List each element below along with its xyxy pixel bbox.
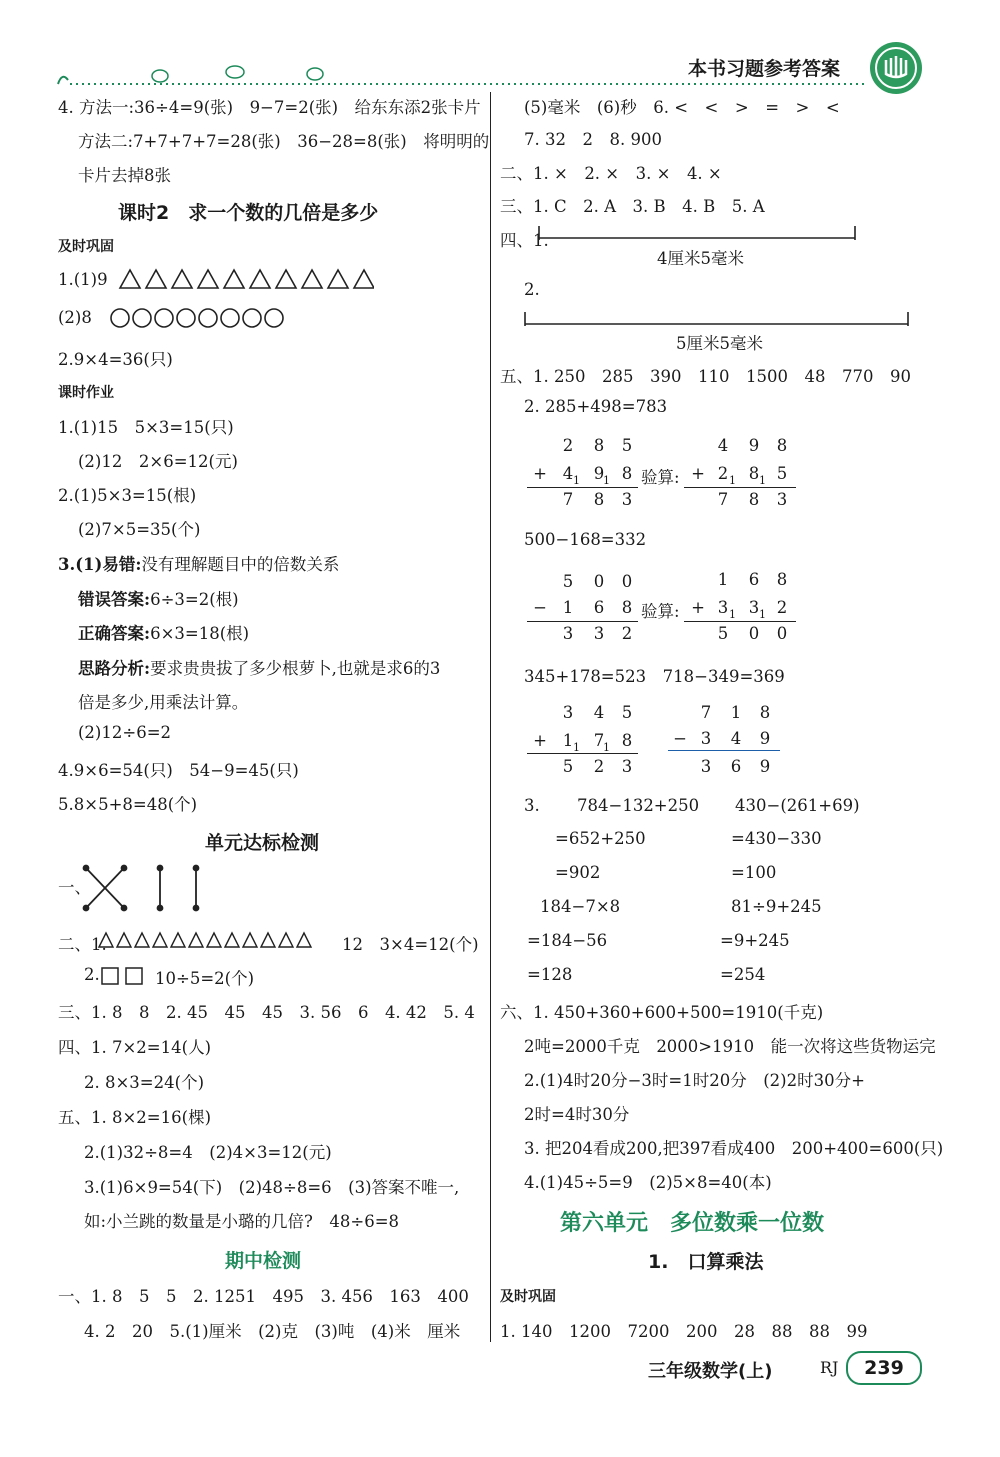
digit: 8 xyxy=(748,464,760,483)
carry-digit: 1 xyxy=(759,608,766,621)
digit: 5 xyxy=(776,464,788,483)
digit: 3 xyxy=(748,598,760,617)
text-line: =100 xyxy=(731,863,777,882)
text-line: (2)8 xyxy=(58,308,92,327)
text-line: =254 xyxy=(720,965,766,984)
digit: 8 xyxy=(776,436,788,455)
text-line: 2. xyxy=(84,965,100,984)
text-line: 1.(1)9 xyxy=(58,270,108,289)
footer-title: 三年级数学(上) xyxy=(648,1361,773,1382)
text-line: 4. 2 20 5.(1)厘米 (2)克 (3)吨 (4)米 厘米 xyxy=(84,1322,461,1341)
digit: 2 xyxy=(593,757,605,776)
check-label: 验算: xyxy=(641,468,680,487)
operator: − xyxy=(673,729,687,748)
digit: 6 xyxy=(730,757,742,776)
label-text: 要求贵贵拔了多少根萝卜,也就是求6的3 xyxy=(150,659,441,678)
text-line: 1.(1)15 5×3=15(只) xyxy=(58,418,234,437)
text-line xyxy=(78,655,440,679)
operator: + xyxy=(533,731,547,750)
digit: 2 xyxy=(717,464,729,483)
label-text: 6÷3=2(根) xyxy=(150,590,239,609)
section-heading: 期中检测 xyxy=(225,1250,302,1272)
sum-line xyxy=(684,487,796,488)
digit: 3 xyxy=(717,598,729,617)
footer-code: RJ xyxy=(820,1358,839,1377)
text-line: =128 xyxy=(527,965,573,984)
text-line: 4.9×6=54(只) 54−9=45(只) xyxy=(58,761,299,780)
line-segment-1 xyxy=(538,224,858,244)
digit: 3 xyxy=(562,703,574,722)
digit: 9 xyxy=(759,729,771,748)
digit: 8 xyxy=(748,490,760,509)
triangle-row xyxy=(118,266,374,292)
text-line: 500−168=332 xyxy=(524,530,647,549)
carry-digit: 1 xyxy=(573,474,580,487)
digit: 3 xyxy=(776,490,788,509)
section-heading: 单元达标检测 xyxy=(205,832,320,854)
digit: 9 xyxy=(593,464,605,483)
unit-heading: 第六单元 多位数乘一位数 xyxy=(560,1211,825,1236)
digit: 2 xyxy=(776,598,788,617)
segment-label: 4厘米5毫米 xyxy=(657,249,744,268)
small-triangle-row xyxy=(98,929,330,951)
text-line: 四、1. 7×2=14(人) xyxy=(58,1038,212,1057)
text-line: 四、1. xyxy=(500,231,549,250)
book-logo-icon xyxy=(868,40,924,96)
text-line: (2)12÷6=2 xyxy=(78,723,172,742)
check-label: 验算: xyxy=(641,602,680,621)
text-line: =430−330 xyxy=(731,829,822,848)
digit: 9 xyxy=(748,436,760,455)
digit: 3 xyxy=(593,624,605,643)
digit: 4 xyxy=(593,703,605,722)
text-line: 4.(1)45÷5=9 (2)5×8=40(本) xyxy=(524,1173,772,1192)
text-line: 5.8×5+8=48(个) xyxy=(58,795,198,814)
text-line: 81÷9+245 xyxy=(731,897,822,916)
digit: 5 xyxy=(562,572,574,591)
operator: + xyxy=(691,464,705,483)
digit: 7 xyxy=(700,703,712,722)
digit: 8 xyxy=(621,598,633,617)
text-line: 784−132+250 xyxy=(577,796,700,815)
digit: 4 xyxy=(730,729,742,748)
text-line: 2吨=2000千克 2000>1910 能一次将这些货物运完 xyxy=(524,1037,936,1056)
text-line: 1. 140 1200 7200 200 28 88 88 99 xyxy=(500,1322,868,1341)
segment-label: 5厘米5毫米 xyxy=(676,334,763,353)
digit: 5 xyxy=(621,436,633,455)
text-line: 2.(1)4时20分−3时=1时20分 (2)2时30分+ xyxy=(524,1071,865,1090)
text-line: 12 3×4=12(个) xyxy=(342,935,479,954)
text-line: 卡片去掉8张 xyxy=(78,166,171,185)
digit: 0 xyxy=(621,572,633,591)
text-line: (2)12 2×6=12(元) xyxy=(78,452,238,471)
text-line: 如:小兰跳的数量是小璐的几倍? 48÷6=8 xyxy=(84,1212,400,1231)
square-row xyxy=(100,965,148,987)
lesson-heading: 1. 口算乘法 xyxy=(648,1251,764,1273)
text-line xyxy=(58,551,339,575)
text-line: 2.(1)32÷8=4 (2)4×3=12(元) xyxy=(84,1143,332,1162)
subsection-label: 及时巩固 xyxy=(500,1289,556,1305)
section-heading: 课时2 求一个数的几倍是多少 xyxy=(118,202,379,224)
text-line: 2. 285+498=783 xyxy=(524,397,668,416)
text-line: 六、1. 450+360+600+500=1910(千克) xyxy=(500,1003,824,1022)
digit: 3 xyxy=(700,729,712,748)
text-line: 2时=4时30分 xyxy=(524,1105,630,1124)
label-bold: 错误答案: xyxy=(78,590,151,609)
text-line: 一、1. 8 5 5 2. 1251 495 3. 456 163 400 xyxy=(58,1287,469,1306)
text-line: 方法二:7+7+7+7=28(张) 36−28=8(张) 将明明的 xyxy=(78,132,490,151)
digit: 7 xyxy=(562,490,574,509)
digit: 3 xyxy=(621,757,633,776)
text-line: 五、1. 8×2=16(棵) xyxy=(58,1108,212,1127)
text-line: 二、1. × 2. × 3. × 4. × xyxy=(500,164,722,183)
digit: 1 xyxy=(717,570,729,589)
digit: 6 xyxy=(748,570,760,589)
carry-digit: 1 xyxy=(729,608,736,621)
subsection-label: 课时作业 xyxy=(58,385,114,401)
text-line: 三、1. 8 8 2. 45 45 45 3. 56 6 4. 42 5. 4 xyxy=(58,1003,475,1022)
text-line xyxy=(78,586,239,610)
text-line: (2)7×5=35(个) xyxy=(78,520,201,539)
digit: 0 xyxy=(748,624,760,643)
text-line: 一、 xyxy=(58,878,91,897)
label-bold: 3.(1)易错: xyxy=(58,555,142,574)
subsection-label: 及时巩固 xyxy=(58,239,114,255)
label-text: 6×3=18(根) xyxy=(150,624,250,643)
digit: 0 xyxy=(776,624,788,643)
text-line xyxy=(78,620,249,644)
digit: 4 xyxy=(717,436,729,455)
text-line: 2. xyxy=(524,280,540,299)
text-line: 430−(261+69) xyxy=(735,796,860,815)
operator: + xyxy=(691,598,705,617)
line-segment-2 xyxy=(524,310,910,330)
text-line: 2.9×4=36(只) xyxy=(58,350,173,369)
digit: 1 xyxy=(562,731,574,750)
text-line: 2. 8×3=24(个) xyxy=(84,1073,205,1092)
label-text: 没有理解题目中的倍数关系 xyxy=(141,555,340,574)
digit: 5 xyxy=(621,703,633,722)
carry-digit: 1 xyxy=(759,474,766,487)
carry-digit: 1 xyxy=(573,741,580,754)
digit: 8 xyxy=(593,436,605,455)
text-line: 184−7×8 xyxy=(540,897,621,916)
page-number: 239 xyxy=(846,1351,922,1385)
text-line: 345+178=523 718−349=369 xyxy=(524,667,785,686)
digit: 8 xyxy=(759,703,771,722)
digit: 6 xyxy=(593,598,605,617)
text-line: 3.(1)6×9=54(下) (2)48÷8=6 (3)答案不唯一, xyxy=(84,1178,460,1197)
text-line: 二、1. xyxy=(58,935,107,954)
text-line: =9+245 xyxy=(720,931,790,950)
digit: 7 xyxy=(717,490,729,509)
text-line: 3. 把204看成200,把397看成400 200+400=600(只) xyxy=(524,1139,944,1158)
digit: 8 xyxy=(776,570,788,589)
text-line: =652+250 xyxy=(555,829,646,848)
digit: 3 xyxy=(700,757,712,776)
digit: 2 xyxy=(621,624,633,643)
sum-line xyxy=(684,621,796,622)
difference-line xyxy=(527,621,638,622)
text-line: 3. xyxy=(524,796,540,815)
digit: 5 xyxy=(562,757,574,776)
circle-row xyxy=(108,305,300,331)
digit: 2 xyxy=(562,436,574,455)
operator: + xyxy=(533,464,547,483)
digit: 0 xyxy=(593,572,605,591)
text-line: 2.(1)5×3=15(根) xyxy=(58,486,197,505)
digit: 1 xyxy=(562,598,574,617)
column-divider xyxy=(490,92,491,1342)
text-line: =902 xyxy=(555,863,601,882)
text-line: 7. 32 2 8. 900 xyxy=(524,130,662,149)
digit: 7 xyxy=(593,731,605,750)
carry-digit: 1 xyxy=(729,474,736,487)
digit: 1 xyxy=(730,703,742,722)
text-line: 4. 方法一:36÷4=9(张) 9−7=2(张) 给东东添2张卡片 xyxy=(58,98,481,117)
digit: 4 xyxy=(562,464,574,483)
label-bold: 思路分析: xyxy=(78,659,151,678)
sum-line xyxy=(527,753,638,754)
text-line: 三、1. C 2. A 3. B 4. B 5. A xyxy=(500,197,765,216)
digit: 3 xyxy=(562,624,574,643)
digit: 8 xyxy=(621,464,633,483)
text-line: 10÷5=2(个) xyxy=(155,969,255,988)
digit: 8 xyxy=(593,490,605,509)
digit: 9 xyxy=(759,757,771,776)
carry-digit: 1 xyxy=(603,741,610,754)
digit: 3 xyxy=(621,490,633,509)
text-line: 倍是多少,用乘法计算。 xyxy=(78,693,249,712)
header-title: 本书习题参考答案 xyxy=(688,58,841,80)
matching-lines-diagram xyxy=(80,862,210,916)
digit: 8 xyxy=(621,731,633,750)
carry-digit: 1 xyxy=(603,474,610,487)
difference-line xyxy=(668,750,780,751)
operator: − xyxy=(533,598,547,617)
digit: 5 xyxy=(717,624,729,643)
text-line: =184−56 xyxy=(527,931,608,950)
label-bold: 正确答案: xyxy=(78,624,151,643)
text-line: (5)毫米 (6)秒 6. < < > = > < xyxy=(524,98,840,117)
sum-line xyxy=(527,487,638,488)
text-line: 五、1. 250 285 390 110 1500 48 770 90 xyxy=(500,367,911,386)
